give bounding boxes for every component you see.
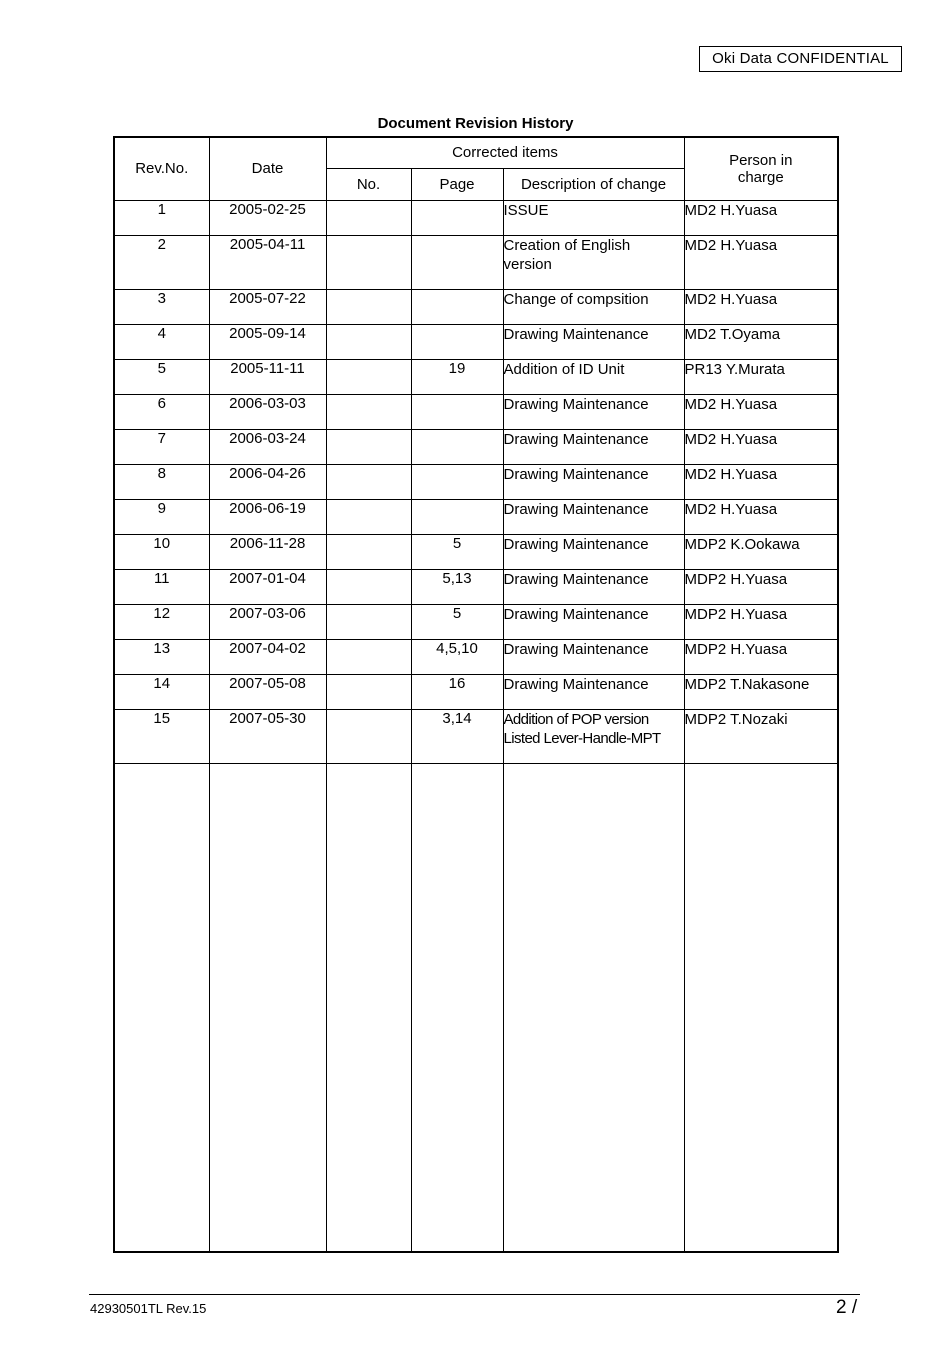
table-row xyxy=(114,394,838,429)
cell-rev-no: 9 xyxy=(114,499,209,534)
cell-date: 2005-09-14 xyxy=(209,324,326,359)
table-row xyxy=(114,534,838,569)
header-person-line2: charge xyxy=(737,168,784,186)
header-page: Page xyxy=(411,168,503,200)
cell-date: 2007-03-06 xyxy=(209,604,326,639)
table-row xyxy=(114,464,838,499)
cell-page xyxy=(411,499,503,534)
cell-date: 2005-04-11 xyxy=(209,235,326,289)
cell-rev-no: 1 xyxy=(114,200,209,235)
cell-person: MD2 T.Oyama xyxy=(684,324,838,359)
cell-date: 2007-01-04 xyxy=(209,569,326,604)
cell-description xyxy=(503,429,684,464)
cell-no xyxy=(326,235,411,289)
description-line1: Drawing Maintenance xyxy=(503,675,649,693)
header-no: No. xyxy=(326,168,411,200)
cell-page: 3,14 xyxy=(411,709,503,763)
document-title: Document Revision History xyxy=(377,115,574,132)
cell-date: 2006-03-03 xyxy=(209,394,326,429)
header-description: Description of change xyxy=(503,168,684,200)
confidential-label: Oki Data CONFIDENTIAL xyxy=(699,46,902,72)
description-line1: Addition of ID Unit xyxy=(503,360,625,378)
cell-no xyxy=(326,499,411,534)
cell-page: 16 xyxy=(411,674,503,709)
cell-date: 2006-06-19 xyxy=(209,499,326,534)
cell-description xyxy=(503,534,684,569)
description-line2: Listed Lever-Handle-MPT xyxy=(503,729,661,747)
cell-person: MDP2 H.Yuasa xyxy=(684,569,838,604)
cell-date: 2007-04-02 xyxy=(209,639,326,674)
description-line1: ISSUE xyxy=(503,201,549,219)
table-row xyxy=(114,639,838,674)
cell-rev-no: 4 xyxy=(114,324,209,359)
description-line1: Drawing Maintenance xyxy=(503,535,649,553)
cell-no xyxy=(326,674,411,709)
blank-cell xyxy=(326,763,411,1252)
cell-description xyxy=(503,200,684,235)
cell-no xyxy=(326,289,411,324)
table-row xyxy=(114,604,838,639)
cell-person: MDP2 K.Ookawa xyxy=(684,534,838,569)
cell-date: 2007-05-30 xyxy=(209,709,326,763)
cell-person: MD2 H.Yuasa xyxy=(684,200,838,235)
cell-page xyxy=(411,394,503,429)
header-corrected-items: Corrected items xyxy=(326,137,684,168)
cell-date: 2005-07-22 xyxy=(209,289,326,324)
cell-rev-no: 13 xyxy=(114,639,209,674)
cell-rev-no: 15 xyxy=(114,709,209,763)
cell-date: 2006-03-24 xyxy=(209,429,326,464)
cell-description xyxy=(503,289,684,324)
table-row xyxy=(114,674,838,709)
table-row xyxy=(114,200,838,235)
cell-no xyxy=(326,200,411,235)
cell-date: 2007-05-08 xyxy=(209,674,326,709)
cell-rev-no: 10 xyxy=(114,534,209,569)
description-line1: Drawing Maintenance xyxy=(503,500,649,518)
table-row xyxy=(114,499,838,534)
cell-page: 5 xyxy=(411,534,503,569)
description-line1: Change of compsition xyxy=(503,290,649,308)
cell-rev-no: 2 xyxy=(114,235,209,289)
description-line1: Drawing Maintenance xyxy=(503,465,649,483)
description-line1: Drawing Maintenance xyxy=(503,570,649,588)
cell-person: MD2 H.Yuasa xyxy=(684,499,838,534)
revision-rows xyxy=(114,200,838,1252)
table-row xyxy=(114,359,838,394)
cell-no xyxy=(326,359,411,394)
cell-date: 2005-02-25 xyxy=(209,200,326,235)
cell-rev-no: 6 xyxy=(114,394,209,429)
cell-person: MD2 H.Yuasa xyxy=(684,394,838,429)
table-row xyxy=(114,324,838,359)
cell-page xyxy=(411,200,503,235)
cell-person: MD2 H.Yuasa xyxy=(684,289,838,324)
cell-person: MDP2 T.Nozaki xyxy=(684,709,838,763)
cell-page xyxy=(411,289,503,324)
description-line1: Addition of POP version xyxy=(503,710,649,728)
description-line2: version xyxy=(503,255,552,273)
cell-page: 19 xyxy=(411,359,503,394)
cell-person: MDP2 H.Yuasa xyxy=(684,639,838,674)
description-line1: Drawing Maintenance xyxy=(503,395,649,413)
cell-no xyxy=(326,464,411,499)
header-date: Date xyxy=(209,137,326,200)
cell-no xyxy=(326,569,411,604)
cell-person: MDP2 H.Yuasa xyxy=(684,604,838,639)
description-line1: Drawing Maintenance xyxy=(503,605,649,623)
description-line1: Creation of English xyxy=(503,236,631,254)
cell-page: 5 xyxy=(411,604,503,639)
header-person-line1: Person in xyxy=(729,151,793,169)
cell-description xyxy=(503,709,684,763)
cell-no xyxy=(326,604,411,639)
blank-cell xyxy=(684,763,838,1252)
cell-date: 2006-11-28 xyxy=(209,534,326,569)
cell-rev-no: 5 xyxy=(114,359,209,394)
revision-history-table xyxy=(113,136,839,1253)
cell-person: PR13 Y.Murata xyxy=(684,359,838,394)
description-line1: Drawing Maintenance xyxy=(503,430,649,448)
blank-cell xyxy=(503,763,684,1252)
cell-no xyxy=(326,639,411,674)
cell-no xyxy=(326,709,411,763)
page-number: 2 / xyxy=(836,1297,858,1318)
cell-date: 2006-04-26 xyxy=(209,464,326,499)
blank-cell xyxy=(209,763,326,1252)
document-number: 42930501TL Rev.15 xyxy=(90,1301,207,1316)
cell-rev-no: 8 xyxy=(114,464,209,499)
cell-description xyxy=(503,464,684,499)
header-rev-no: Rev.No. xyxy=(114,137,209,200)
cell-page xyxy=(411,235,503,289)
blank-cell xyxy=(114,763,209,1252)
cell-person: MD2 H.Yuasa xyxy=(684,464,838,499)
cell-rev-no: 11 xyxy=(114,569,209,604)
table-row xyxy=(114,429,838,464)
cell-person: MDP2 T.Nakasone xyxy=(684,674,838,709)
blank-cell xyxy=(411,763,503,1252)
cell-date: 2005-11-11 xyxy=(209,359,326,394)
cell-description xyxy=(503,394,684,429)
cell-person: MD2 H.Yuasa xyxy=(684,235,838,289)
cell-page xyxy=(411,324,503,359)
cell-rev-no: 3 xyxy=(114,289,209,324)
cell-no xyxy=(326,394,411,429)
table-row xyxy=(114,569,838,604)
cell-description xyxy=(503,639,684,674)
footer-divider xyxy=(89,1294,860,1295)
cell-description xyxy=(503,604,684,639)
table-row xyxy=(114,709,838,763)
cell-page: 4,5,10 xyxy=(411,639,503,674)
cell-page xyxy=(411,429,503,464)
cell-description xyxy=(503,499,684,534)
cell-no xyxy=(326,534,411,569)
cell-no xyxy=(326,429,411,464)
cell-description xyxy=(503,569,684,604)
cell-rev-no: 12 xyxy=(114,604,209,639)
cell-person: MD2 H.Yuasa xyxy=(684,429,838,464)
description-line1: Drawing Maintenance xyxy=(503,325,649,343)
description-line1: Drawing Maintenance xyxy=(503,640,649,658)
cell-rev-no: 7 xyxy=(114,429,209,464)
cell-description xyxy=(503,674,684,709)
cell-page: 5,13 xyxy=(411,569,503,604)
table-row xyxy=(114,289,838,324)
cell-page xyxy=(411,464,503,499)
cell-description xyxy=(503,235,684,289)
cell-description xyxy=(503,359,684,394)
cell-description xyxy=(503,324,684,359)
header-person-in-charge xyxy=(684,137,838,200)
blank-row xyxy=(114,763,838,1252)
cell-rev-no: 14 xyxy=(114,674,209,709)
cell-no xyxy=(326,324,411,359)
table-row xyxy=(114,235,838,289)
